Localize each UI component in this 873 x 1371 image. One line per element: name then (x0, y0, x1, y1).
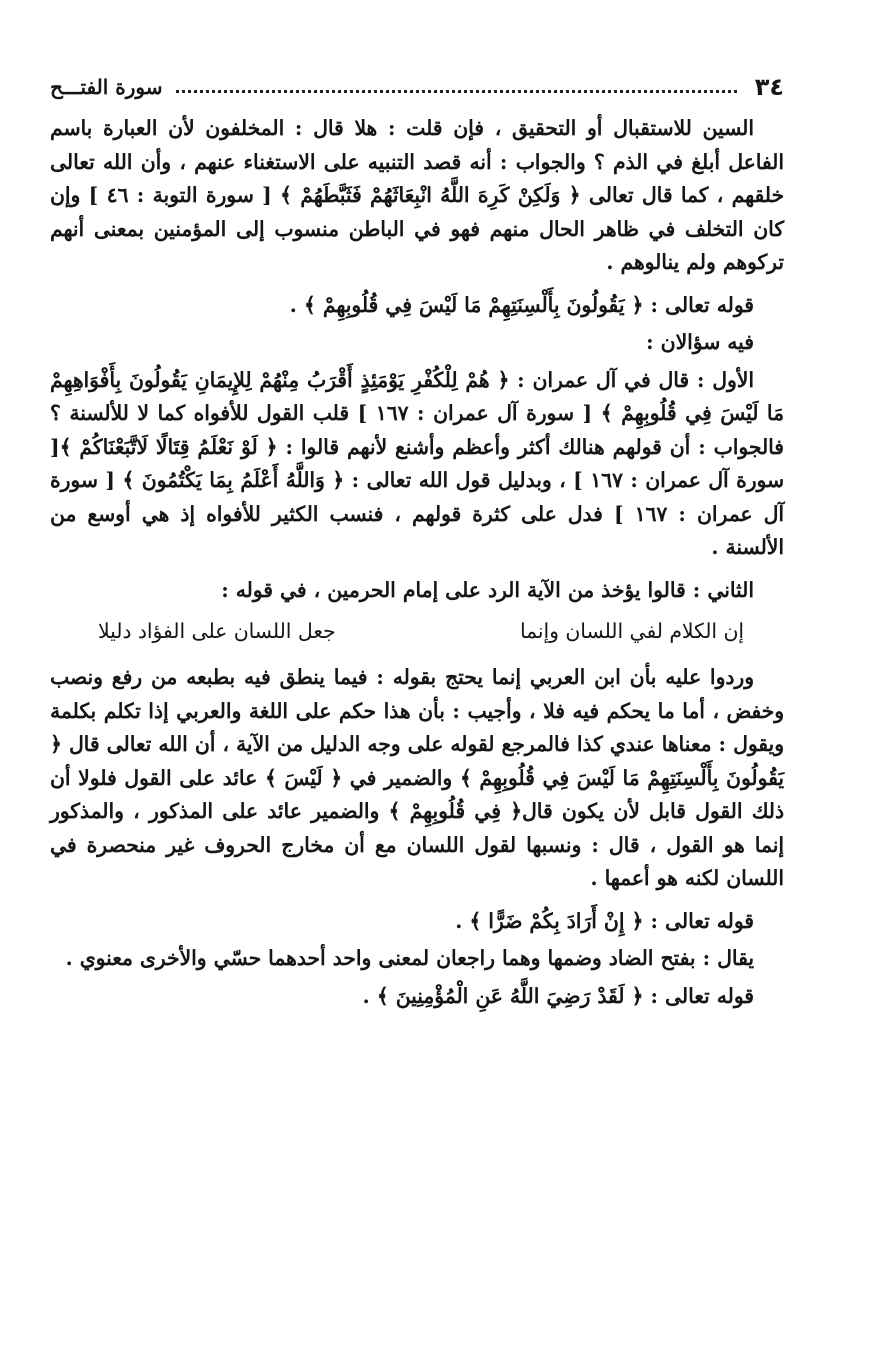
paragraph-first-question: الأول : قال في آل عمران : ﴿ هُمْ لِلْكُفْرِ يَوْمَئِذٍ أَقْرَبُ مِنْهُمْ لِلإِيمَانِ يَقُولُونَ بِأَفْوَاهِهِمْ مَا لَيْسَ فِي قُلُوبِهِمْ ﴾ [ سورة آل عمران : ١٦٧ ] قلب القول للأفواه كما لا للألسنة ؟ فالجواب : أن قولهم هنالك أكثر وأعظم وأشنع لأنهم قالوا : ﴿ لَوْ نَعْلَمُ قِتَالًا لَاتَّبَعْنَاكُمْ ﴾[ سورة آل عمران : ١٦٧ ] ، وبدليل قول الله تعالى : ﴿ وَاللَّهُ أَعْلَمُ بِمَا يَكْتُمُونَ ﴾ [ سورة آل عمران : ١٦٧ ] فدل على كثرة قولهم ، فنسب الكثير للأفواه إذ هي أوسع من الألسنة . (50, 367, 784, 559)
two-questions-heading: فيه سؤالان : (646, 330, 754, 354)
verse-heading-2: قوله تعالى : ﴿ إِنْ أَرَادَ بِكُمْ ضَرًّا ﴾ . (455, 908, 754, 933)
verse-heading-3: قوله تعالى : ﴿ لَقَدْ رَضِيَ اللَّهُ عَنِ الْمُؤْمِنِينَ ﴾ . (362, 983, 754, 1008)
header-dotted-rule (176, 90, 736, 93)
paragraph-dad-note: يقال : بفتح الضاد وضمها وهما راجعان لمعنى واحد أحدهما حسّي والأخرى معنوي . (65, 946, 754, 970)
verse-heading-1: قوله تعالى : ﴿ يَقُولُونَ بِأَلْسِنَتِهِمْ مَا لَيْسَ فِي قُلُوبِهِمْ ﴾ . (289, 292, 754, 317)
poetry-verse (50, 613, 784, 649)
paragraph-intro: السين للاستقبال أو التحقيق ، فإن قلت : هلا قال : المخلفون لأن العبارة باسم الفاعل أبلغ في الذم ؟ والجواب : أنه قصد التنبيه على الاستغناء عنهم ، وأن الله تعالى خلقهم ، كما قال تعالى ﴿ وَلَكِنْ كَرِهَ اللَّهُ انْبِعَاثَهُمْ فَثَبَّطَهُمْ ﴾ [ سورة التوبة : ٤٦ ] وإن كان التخلف في ظاهر الحال منهم فهو في الباطن منسوب إلى المؤمنين بمعنى أنهم تركوهم ولم ينالوهم . (50, 116, 785, 274)
document-page (50, 70, 784, 1022)
paragraph-rebuttal: وردوا عليه بأن ابن العربي إنما يحتج بقوله : فيما ينطق فيه بطبعه من رفع ونصب وخفض ، أما ما يحكم فيه فلا ، وأجيب : بأن هذا حكم على اللغة والعربي إذا تكلم بكلمة ويقول : معناها عندي كذا فالمرجع لقوله على وجه الدليل من الآية ، أن الله تعالى قال ﴿ يَقُولُونَ بِأَلْسِنَتِهِمْ مَا لَيْسَ فِي قُلُوبِهِمْ ﴾ والضمير في ﴿ لَيْسَ ﴾ عائد على القول فلولا أن ذلك القول قابل لأن يكون قال﴿ فِي قُلُوبِهِمْ ﴾ والضمير عائد على المذكور ، والمذكور إنما هو القول ، قال : ونسبها لقول اللسان مع أن مخارج الحروف غير منحصرة في اللسان لكنه هو أعمها . (50, 665, 784, 890)
paragraph-second-question: الثاني : قالوا يؤخذ من الآية الرد على إمام الحرمين ، في قوله : (221, 577, 754, 602)
verse-hemistich-1: إن الكلام لفي اللسان وإنما (519, 619, 744, 643)
page-number: ٣٤ (754, 73, 784, 101)
running-header (50, 70, 784, 104)
surah-name: سورة الفتـــح (50, 75, 163, 99)
verse-hemistich-2: جعل اللسان على الفؤاد دليلا (98, 619, 336, 643)
